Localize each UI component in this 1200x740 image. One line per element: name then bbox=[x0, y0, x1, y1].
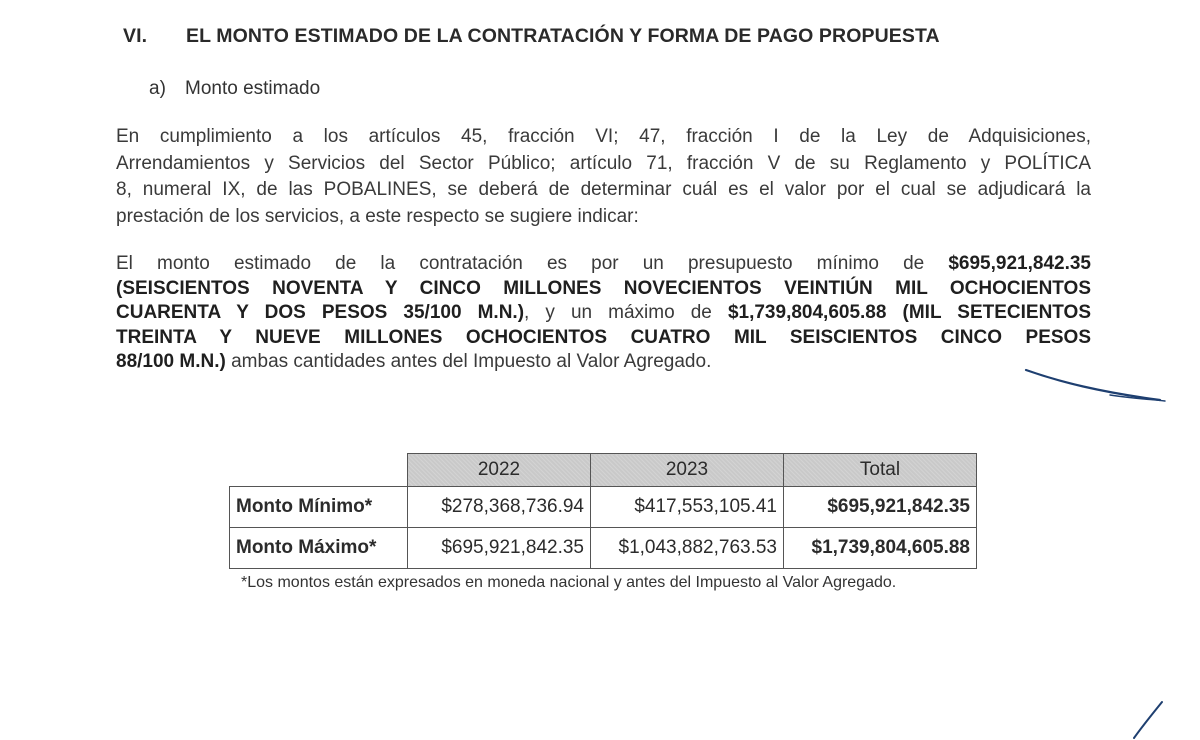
paragraph-line: En cumplimiento a los artículos 45, fracción VI; 47, fracción I de la Ley de Adquisiciones, bbox=[116, 126, 1091, 147]
row-label-minimum: Monto Mínimo* bbox=[230, 487, 408, 528]
amount-words: 88/100 M.N.) bbox=[116, 351, 226, 372]
table-row bbox=[230, 528, 977, 569]
paragraph-line: Arrendamientos y Servicios del Sector Público; artículo 71, fracción V de su Reglamento y POLÍTICA bbox=[116, 152, 1091, 174]
amount-words: CUARENTA Y DOS PESOS 35/100 M.N.) bbox=[116, 302, 525, 323]
paragraph-line bbox=[116, 326, 1091, 351]
column-header-2022: 2022 bbox=[408, 454, 591, 487]
amount-words: (SEISCIENTOS NOVENTA Y CINCO MILLONES NOVECIENTOS VEINTIÚN MIL OCHOCIENTOS bbox=[116, 277, 1091, 299]
column-header-2023: 2023 bbox=[591, 454, 784, 487]
subsection-letter: a) bbox=[149, 78, 166, 99]
paragraph-line: 8, numeral IX, de las POBALINES, se deberá de determinar cuál es el valor por el cual se adjudicará la bbox=[116, 179, 1091, 200]
subsection-heading bbox=[149, 78, 320, 100]
cell-2022: $278,368,736.94 bbox=[408, 487, 591, 528]
paragraph-line bbox=[116, 350, 1091, 375]
amount-words: TREINTA Y NUEVE MILLONES OCHOCIENTOS CUATRO MIL SEISCIENTOS CINCO PESOS bbox=[116, 326, 1091, 348]
table-footnote: *Los montos están expresados en moneda nacional y antes del Impuesto al Valor Agregado. bbox=[241, 574, 897, 591]
text-run: ambas cantidades antes del Impuesto al Valor Agregado. bbox=[231, 351, 712, 372]
amount-minimum: $695,921,842.35 bbox=[948, 253, 1091, 274]
column-header-total: Total bbox=[784, 454, 977, 487]
cell-total: $1,739,804,605.88 bbox=[784, 528, 977, 569]
section-title: EL MONTO ESTIMADO DE LA CONTRATACIÓN Y FORMA DE PAGO PROPUESTA bbox=[186, 25, 940, 47]
subsection-title: Monto estimado bbox=[185, 78, 321, 99]
section-number: VI. bbox=[123, 25, 148, 47]
paragraph-line bbox=[116, 252, 1091, 277]
table-corner-cell bbox=[230, 454, 408, 487]
text-run: , y un máximo de bbox=[524, 302, 712, 323]
paragraph-line: prestación de los servicios, a este respecto se sugiere indicar: bbox=[116, 205, 639, 227]
paragraph-estimated-amount bbox=[116, 252, 1091, 375]
paragraph-legal-basis bbox=[116, 124, 1091, 230]
signature-mark bbox=[1120, 698, 1180, 740]
row-label-maximum: Monto Máximo* bbox=[230, 528, 408, 569]
cell-2023: $1,043,882,763.53 bbox=[591, 528, 784, 569]
amount-maximum: $1,739,804,605.88 (MIL SETECIENTOS bbox=[727, 302, 1092, 323]
paragraph-line bbox=[116, 277, 1091, 302]
pen-stroke-mark bbox=[1020, 362, 1170, 408]
amounts-table bbox=[229, 453, 977, 569]
table-row bbox=[230, 487, 977, 528]
cell-total: $695,921,842.35 bbox=[784, 487, 977, 528]
table-header-row bbox=[230, 454, 977, 487]
text-run: El monto estimado de la contratación es por un presupuesto mínimo de bbox=[116, 253, 925, 274]
cell-2023: $417,553,105.41 bbox=[591, 487, 784, 528]
paragraph-line bbox=[116, 301, 1091, 326]
section-heading bbox=[123, 25, 940, 48]
cell-2022: $695,921,842.35 bbox=[408, 528, 591, 569]
